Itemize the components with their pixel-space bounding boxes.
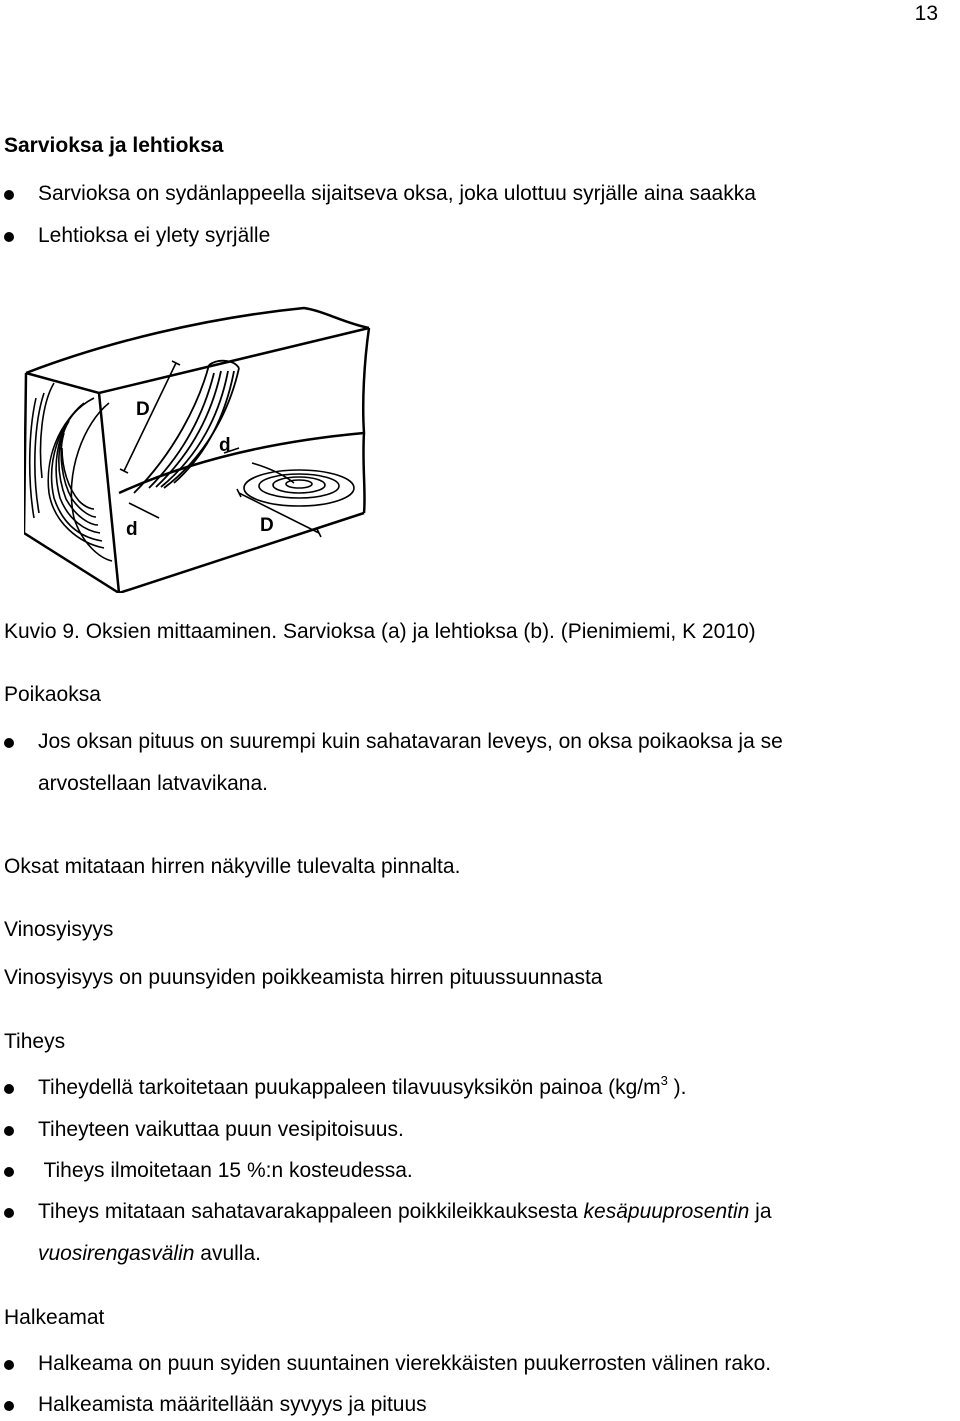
term-vuosirengasvali: vuosirengasvälin xyxy=(38,1242,195,1265)
label-d-sarvioksa-bottom: d xyxy=(126,519,138,540)
paragraph-vinosyisyys: Vinosyisyys on puunsyiden poikkeamista hirren pituussuunnasta xyxy=(4,966,603,989)
bullet-halkeama-measure: Halkeamista määritellään syvyys ja pituus xyxy=(38,1393,427,1416)
bullet-dot xyxy=(4,1167,14,1177)
heading-halkeamat: Halkeamat xyxy=(4,1306,105,1329)
bullet-dot xyxy=(4,1208,14,1218)
bullet-tiheys-mittaus-text: Tiheys mitataan sahatavarakappaleen poikkileikkauksesta xyxy=(38,1200,584,1223)
bullet-lehtioksa: Lehtioksa ei ylety syrjälle xyxy=(38,224,271,247)
bullet-poikaoksa-line1: Jos oksan pituus on suurempi kuin sahatavaran leveys, on oksa poikaoksa ja se xyxy=(38,730,783,753)
bullet-tiheys-definition-text: Tiheydellä tarkoitetaan puukappaleen tilavuusyksikön painoa (kg/m xyxy=(38,1076,661,1099)
label-d-sarvioksa-top: d xyxy=(219,435,231,456)
label-D-lehtioksa: D xyxy=(260,515,274,536)
block-top-front-edge xyxy=(26,328,369,393)
bullet-dot xyxy=(4,738,14,748)
bullet-poikaoksa-line2: arvostellaan latvavikana. xyxy=(38,772,268,795)
bullet-tiheys-vesipitoisuus: Tiheyteen vaikuttaa puun vesipitoisuus. xyxy=(38,1118,404,1141)
bullet-sarvioksa: Sarvioksa on sydänlappeella sijaitseva oksa, joka ulottuu syrjälle aina saakka xyxy=(38,182,756,205)
bullet-dot xyxy=(4,232,14,242)
lehtioksa-knot xyxy=(244,463,354,506)
superscript-3: 3 xyxy=(660,1073,668,1088)
bullet-dot xyxy=(4,1084,14,1094)
heading-sarvioksa: Sarvioksa ja lehtioksa xyxy=(4,134,224,157)
figure-caption: Kuvio 9. Oksien mittaaminen. Sarvioksa (a) ja lehtioksa (b). (Pienimiemi, K 2010) xyxy=(4,620,756,643)
bullet-dot xyxy=(4,1401,14,1411)
block-right-edge xyxy=(363,328,369,513)
bullet-tiheys-mittaus-avulla: avulla. xyxy=(194,1242,261,1265)
bullet-dot xyxy=(4,190,14,200)
bullet-tiheys-mittaus-ja: ja xyxy=(749,1200,772,1223)
bullet-tiheys-mittaus-line1 xyxy=(38,1200,772,1224)
bullet-tiheys-mittaus-line2 xyxy=(38,1242,261,1266)
heading-tiheys: Tiheys xyxy=(4,1030,66,1053)
bullet-dot xyxy=(4,1360,14,1370)
bullet-tiheys-definition-end: ). xyxy=(667,1076,687,1099)
term-kesapuuprosentti: kesäpuuprosentin xyxy=(583,1200,750,1223)
heading-poikaoksa: Poikaoksa xyxy=(4,683,101,706)
heading-vinosyisyys: Vinosyisyys xyxy=(4,918,114,941)
bullet-halkeama-definition: Halkeama on puun syiden suuntainen vierekkäisten puukerrosten välinen rako. xyxy=(38,1352,772,1375)
block-bottom-edge xyxy=(119,513,364,593)
paragraph-oksat: Oksat mitataan hirren näkyville tulevalta pinnalta. xyxy=(4,855,461,878)
block-middle-line xyxy=(119,433,364,493)
page-number: 13 xyxy=(914,2,938,25)
bullet-dot xyxy=(4,1126,14,1136)
bullet-tiheys-kosteus: Tiheys ilmoitetaan 15 %:n kosteudessa. xyxy=(38,1159,413,1182)
bullet-tiheys-definition xyxy=(38,1073,687,1100)
knot-measurement-figure xyxy=(24,303,374,593)
label-D-sarvioksa: D xyxy=(136,399,150,420)
block-front-vertical-edge xyxy=(99,393,119,593)
